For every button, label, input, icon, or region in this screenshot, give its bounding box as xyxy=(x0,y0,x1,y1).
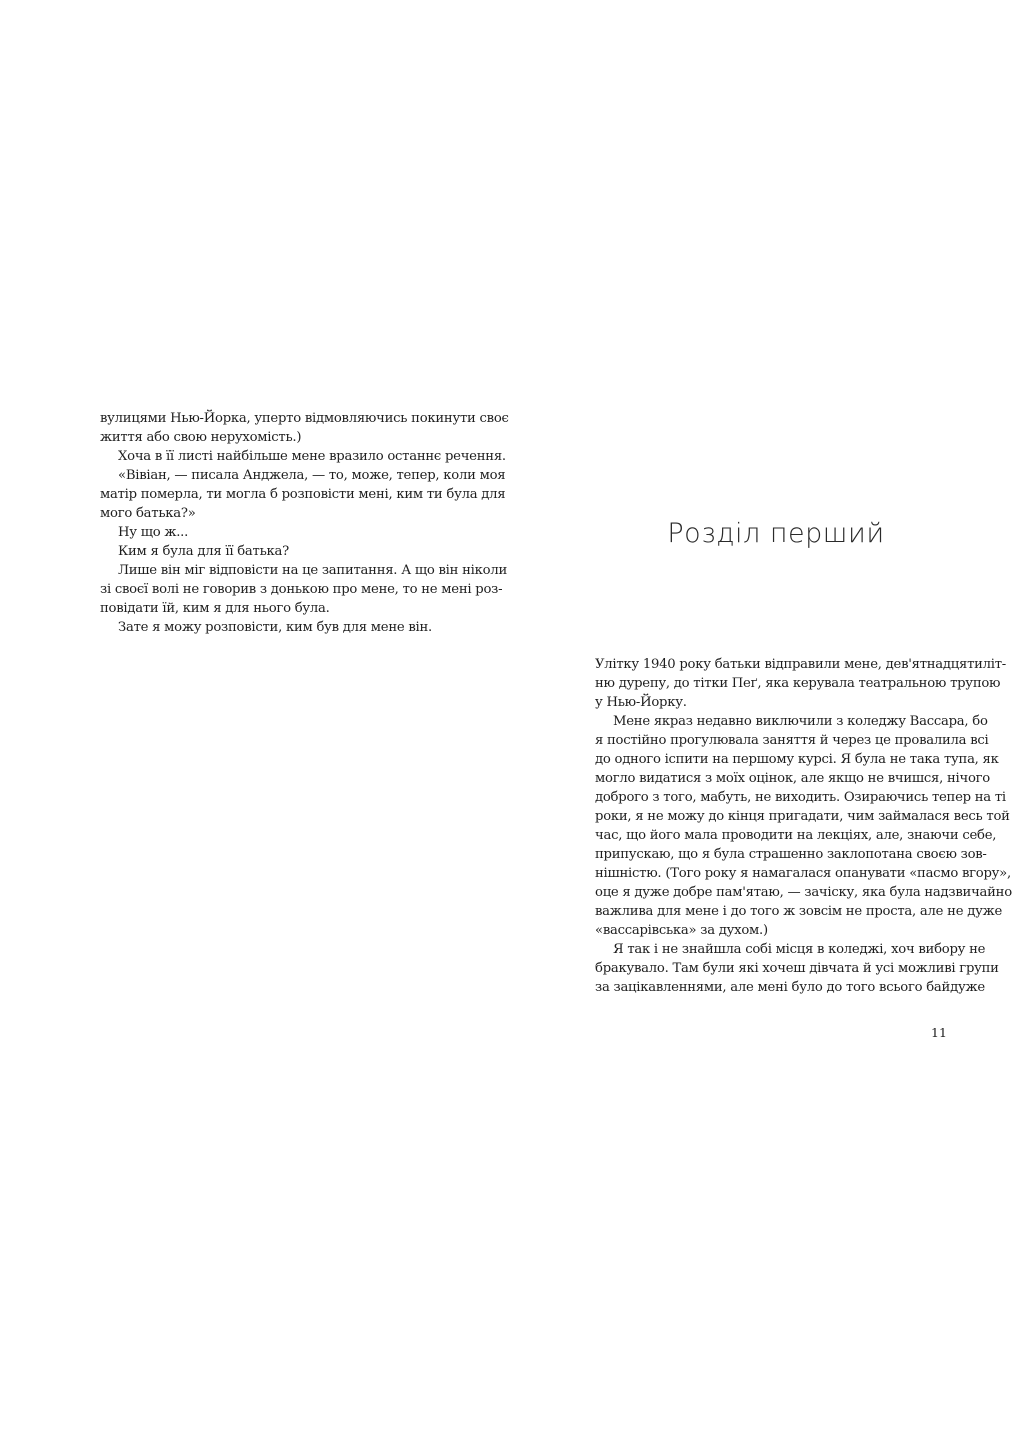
text-line: доброго з того, мабуть, не виходить. Озираючись тепер на ті xyxy=(595,790,1006,805)
text-line: Улітку 1940 року батьки відправили мене, дев'ятнадцятиліт- xyxy=(595,657,1007,672)
text-line: «вассарівська» за духом.) xyxy=(595,923,768,938)
text-line: Я так і не знайшла собі місця в коледжі, хоч вибору не xyxy=(613,942,986,957)
text-line: мого батька?» xyxy=(100,506,196,521)
text-line: вулицями Нью-Йорка, уперто відмовляючись покинути своє xyxy=(100,411,509,426)
text-line: важлива для мене і до того ж зовсім не проста, але не дуже xyxy=(595,904,1003,919)
text-line: «Вівіан, — писала Анджела, — то, може, тепер, коли моя xyxy=(118,468,506,483)
right-page xyxy=(517,0,1035,1440)
text-line: повідати їй, ким я для нього була. xyxy=(100,601,330,616)
text-line: Лише він міг відповісти на це запитання. А що він ніколи xyxy=(118,563,507,578)
text-line: Ким я була для її батька? xyxy=(118,544,289,559)
text-line: Зате я можу розповісти, ким був для мене він. xyxy=(118,620,432,635)
text-line: роки, я не можу до кінця пригадати, чим займалася весь той xyxy=(595,809,1010,824)
text-line: я постійно прогулювала заняття й через це провалила всі xyxy=(595,733,989,748)
text-line: матір померла, ти могла б розповісти мені, ким ти була для xyxy=(100,487,506,502)
text-line: Ну що ж... xyxy=(118,525,189,540)
text-line: припускаю, що я була страшенно заклопотана своєю зов- xyxy=(595,847,987,862)
page-number: 11 xyxy=(931,1025,947,1040)
text-line: до одного іспити на першому курсі. Я була не така тупа, як xyxy=(595,752,999,767)
text-line: за зацікавленнями, але мені було до того всього байдуже xyxy=(595,980,985,995)
text-line: оце я дуже добре пам'ятаю, — зачіску, яка була надзвичайно xyxy=(595,885,1012,900)
chapter-title: Розділ перший xyxy=(667,518,885,549)
text-line: Мене якраз недавно виключили з коледжу Вассара, бо xyxy=(613,714,988,729)
text-line: могло видатися з моїх оцінок, але якщо не вчишся, нічого xyxy=(595,771,990,786)
text-line: зі своєї волі не говорив з донькою про мене, то не мені роз- xyxy=(100,582,503,597)
text-line: бракувало. Там були які хочеш дівчата й усі можливі групи xyxy=(595,961,999,976)
text-line: час, що його мала проводити на лекціях, але, знаючи себе, xyxy=(595,828,997,843)
text-line: Хоча в її листі найбільше мене вразило останнє речення. xyxy=(118,449,506,464)
text-line: ню дурепу, до тітки Пеґ, яка керувала театральною трупою xyxy=(595,676,1001,691)
left-page xyxy=(0,0,517,1440)
text-line: життя або свою нерухомість.) xyxy=(100,430,302,445)
text-line: у Нью-Йорку. xyxy=(595,695,687,710)
text-line: нішністю. (Того року я намагалася опанувати «пасмо вгору», xyxy=(595,866,1011,881)
